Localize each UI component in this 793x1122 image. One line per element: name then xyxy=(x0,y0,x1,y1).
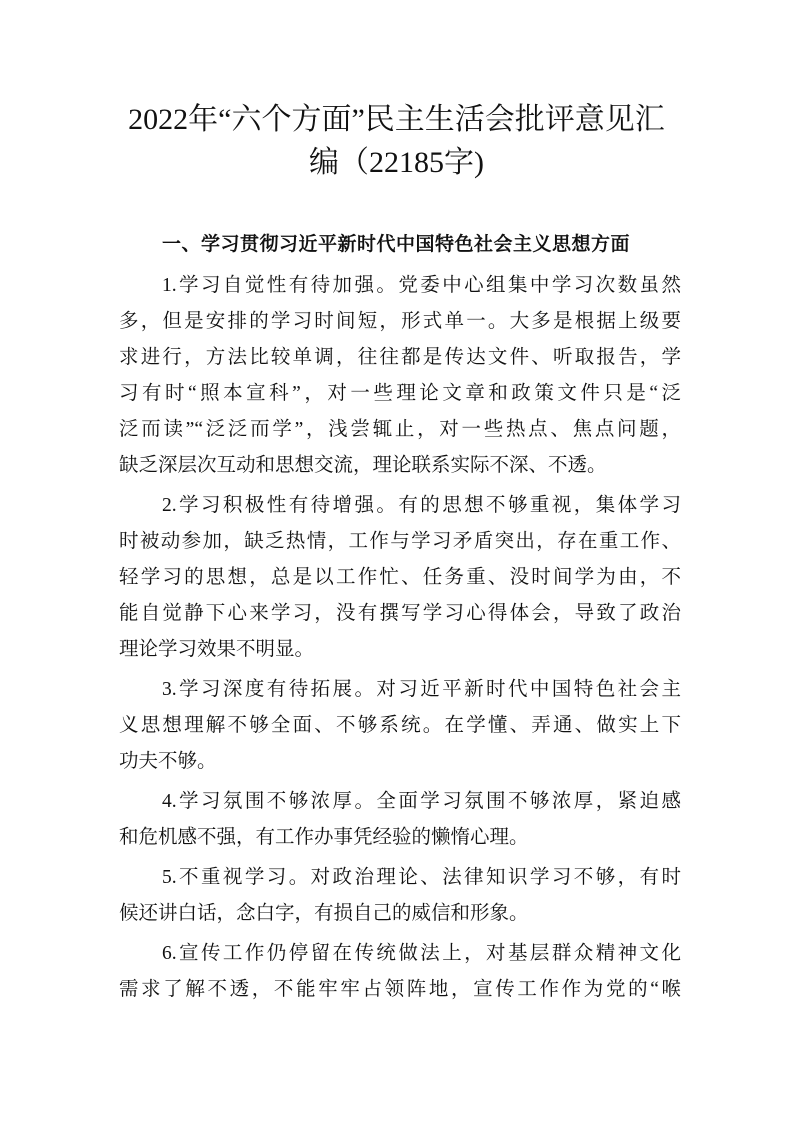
paragraph xyxy=(119,784,681,856)
paragraph-line: 能自觉静下心来学习，没有撰写学习心得体会，导致了政治 xyxy=(119,603,681,624)
paragraph-line: 缺乏深层次互动和思想交流，理论联系实际不深、不透。 xyxy=(119,455,607,476)
paragraph xyxy=(119,672,681,780)
paragraph-line: 义思想理解不够全面、不够系统。在学懂、弄通、做实上下 xyxy=(119,715,681,736)
section-heading: 一、学习贯彻习近平新时代中国特色社会主义思想方面 xyxy=(162,233,631,255)
paragraph-line: 功夫不够。 xyxy=(119,751,217,772)
paragraph-line: 多，但是安排的学习时间短，形式单一。大多是根据上级要 xyxy=(119,311,681,332)
title-line: 编（22185字) xyxy=(309,146,484,179)
paragraph-line: 泛而读”“泛泛而学”，浅尝辄止，对一些热点、焦点问题， xyxy=(119,419,681,440)
paragraph xyxy=(119,936,681,1008)
paragraph-line: 5.不重视学习。对政治理论、法律知识学习不够，有时 xyxy=(162,867,681,888)
paragraph xyxy=(119,488,681,668)
paragraph-line: 习有时“照本宣科”，对一些理论文章和政策文件只是“泛 xyxy=(119,383,681,404)
paragraph-line: 需求了解不透，不能牢牢占领阵地，宣传工作作为党的“喉 xyxy=(119,979,681,1000)
document-title xyxy=(100,98,693,184)
title-line: 2022年“六个方面”民主生活会批评意见汇 xyxy=(128,103,665,136)
paragraph-line: 求进行，方法比较单调，往往都是传达文件、听取报告，学 xyxy=(119,347,681,368)
document-body xyxy=(119,268,681,1012)
paragraph-line: 时被动参加，缺乏热情，工作与学习矛盾突出，存在重工作、 xyxy=(119,531,681,552)
paragraph-line: 3.学习深度有待拓展。对习近平新时代中国特色社会主 xyxy=(162,679,681,700)
paragraph-line: 轻学习的思想，总是以工作忙、任务重、没时间学为由，不 xyxy=(119,567,681,588)
paragraph-line: 6.宣传工作仍停留在传统做法上，对基层群众精神文化 xyxy=(162,943,681,964)
paragraph-line: 4.学习氛围不够浓厚。全面学习氛围不够浓厚，紧迫感 xyxy=(162,791,681,812)
paragraph-line: 理论学习效果不明显。 xyxy=(119,639,315,660)
paragraph xyxy=(119,268,681,484)
paragraph-line: 2.学习积极性有待增强。有的思想不够重视，集体学习 xyxy=(162,495,681,516)
paragraph-line: 1.学习自觉性有待加强。党委中心组集中学习次数虽然 xyxy=(162,275,681,296)
paragraph-line: 候还讲白话，念白字，有损自己的威信和形象。 xyxy=(119,903,529,924)
paragraph-line: 和危机感不强，有工作办事凭经验的懒惰心理。 xyxy=(119,827,529,848)
paragraph xyxy=(119,860,681,932)
